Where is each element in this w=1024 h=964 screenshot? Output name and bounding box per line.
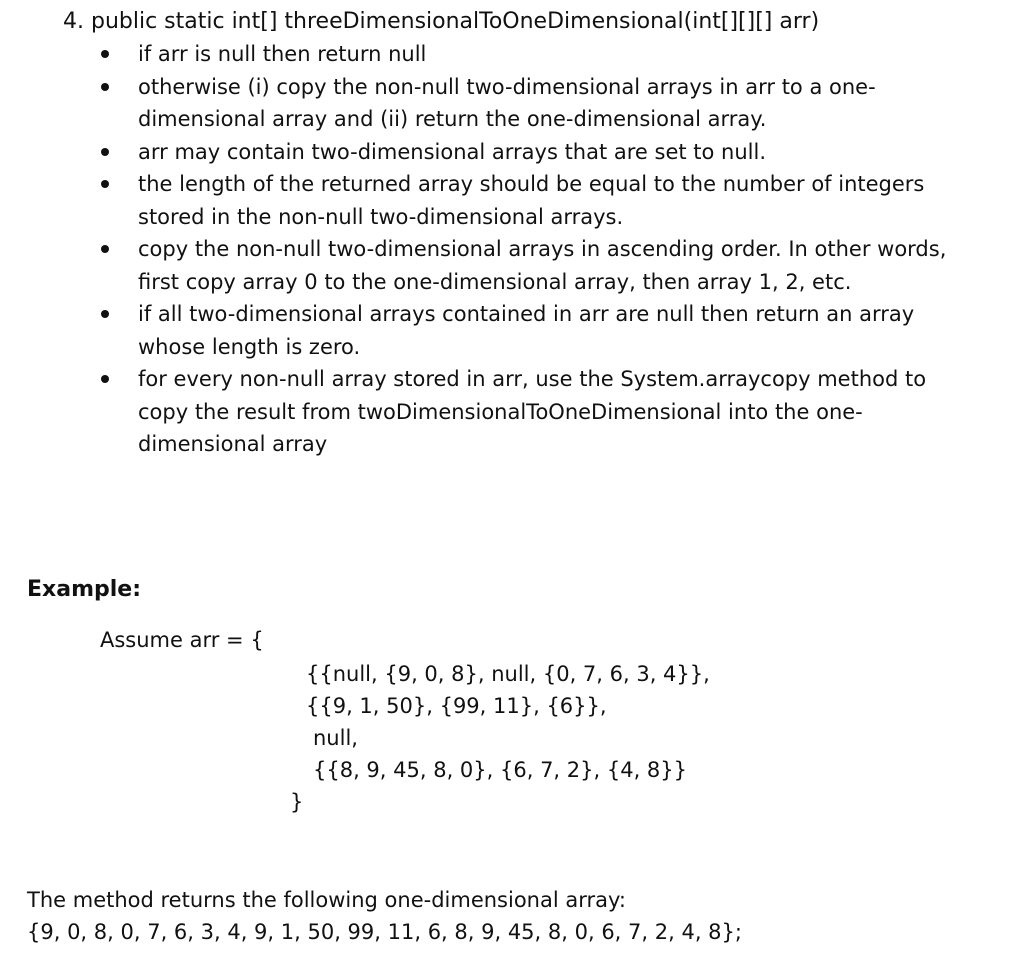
requirement-line: otherwise (i) copy the non-null two-dimensional arrays in arr to a one- (138, 74, 876, 99)
example-code-closing-brace: } (290, 790, 304, 814)
requirement-line: stored in the non-null two-dimensional arrays. (138, 204, 624, 229)
requirement-line: the length of the returned array should be equal to the number of integers (138, 172, 925, 196)
requirement-line: first copy array 0 to the one-dimensional array, then array 1, 2, etc. (138, 269, 852, 294)
bullet-dot-icon (101, 83, 109, 91)
bullet-dot-icon (101, 148, 109, 156)
requirement-item (100, 298, 1000, 363)
bullet-dot-icon (101, 180, 109, 188)
requirement-line: copy the non-null two-dimensional arrays in ascending order. In other words, (138, 237, 947, 261)
requirement-item (100, 136, 1000, 169)
requirements-list (100, 38, 1000, 461)
requirement-line: dimensional array and (ii) return the one-dimensional array. (138, 107, 767, 131)
requirement-line: arr may contain two-dimensional arrays that are set to null. (138, 139, 767, 164)
requirement-item (100, 363, 1000, 461)
requirement-line: if all two-dimensional arrays contained in arr are null then return an array (138, 302, 915, 326)
example-code-line: {{9, 1, 50}, {99, 11}, {6}}, (306, 694, 607, 718)
example-heading: Example: (27, 577, 141, 602)
requirement-item (100, 168, 1000, 233)
bullet-dot-icon (101, 310, 109, 318)
requirement-line: for every non-null array stored in arr, use the System.arraycopy method to (138, 367, 927, 391)
example-returns-text: The method returns the following one-dimensional array: (27, 888, 626, 912)
bullet-dot-icon (101, 245, 109, 253)
example-code-line: {{8, 9, 45, 8, 0}, {6, 7, 2}, {4, 8}} (313, 758, 688, 782)
requirement-line: dimensional array (138, 432, 328, 456)
example-code-line: null, (313, 726, 358, 750)
requirement-line: copy the result from twoDimensionalToOneDimensional into the one- (138, 399, 863, 424)
method-signature-heading: 4. public static int[] threeDimensionalToOneDimensional(int[][][] arr) (63, 9, 820, 34)
requirement-item (100, 71, 1000, 136)
requirement-line: whose length is zero. (138, 334, 361, 359)
bullet-dot-icon (101, 50, 109, 58)
example-returns-array: {9, 0, 8, 0, 7, 6, 3, 4, 9, 1, 50, 99, 11, 6, 8, 9, 45, 8, 0, 6, 7, 2, 4, 8}; (27, 920, 742, 944)
bullet-dot-icon (101, 375, 109, 383)
requirement-item (100, 233, 1000, 298)
example-code-line: {{null, {9, 0, 8}, null, {0, 7, 6, 3, 4}}, (306, 662, 710, 686)
requirement-item (100, 38, 1000, 71)
example-assume-label: Assume arr = { (100, 628, 264, 652)
requirement-line: if arr is null then return null (138, 42, 427, 66)
